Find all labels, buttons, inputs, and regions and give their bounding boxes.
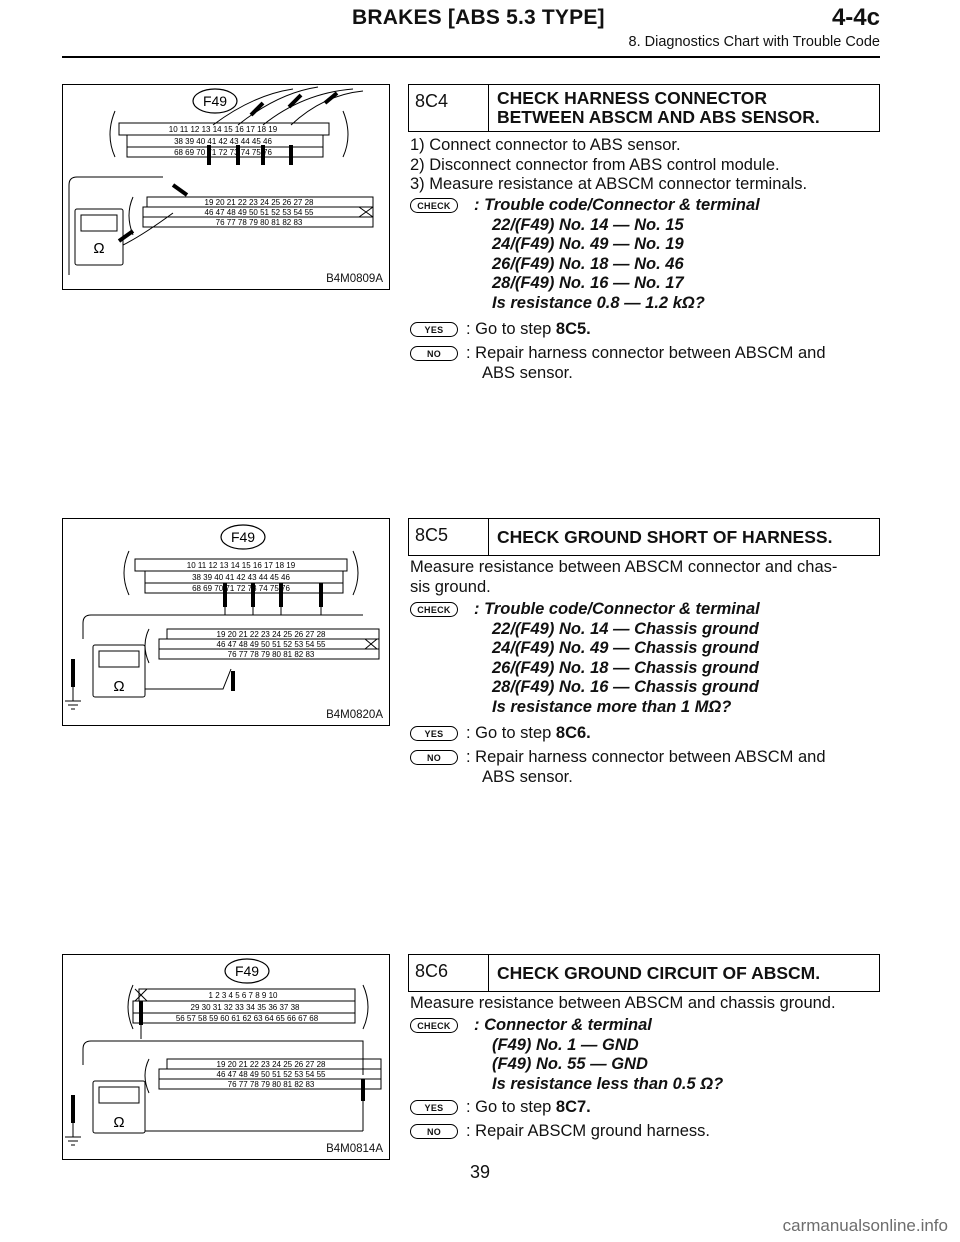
svg-text:76 77 78 79 80 81 82 83: 76 77 78 79 80 81 82 83 (227, 650, 315, 659)
svg-text:46 47 48 49 50 51 52 53 54 55: 46 47 48 49 50 51 52 53 54 55 (204, 208, 314, 217)
svg-text:29 30 31 32 33 34 35 36 37 38: 29 30 31 32 33 34 35 36 37 38 (190, 1003, 300, 1012)
check-icon: CHECK (410, 198, 458, 213)
no-text: : Repair harness connector between ABSCM and (466, 344, 826, 362)
connector-label: F49 (234, 963, 260, 979)
yes-text: : Go to step (466, 724, 556, 742)
header-rule (62, 56, 880, 58)
check-line: Is resistance more than 1 MΩ? (492, 697, 732, 716)
figure-id: B4M0814A (326, 1143, 383, 1155)
svg-text:Ω: Ω (113, 678, 125, 695)
step-body-8c4 (410, 136, 880, 195)
no-text-cont: ABS sensor. (482, 767, 573, 786)
figure-id: B4M0809A (326, 273, 383, 285)
body-line: 2) Disconnect connector from ABS control module. (410, 155, 780, 174)
svg-text:Ω: Ω (93, 240, 105, 257)
step-body-8c6 (410, 994, 880, 1014)
yes-row-8c6 (410, 1098, 880, 1118)
svg-text:38 39 40 41 42 43 44 45 46: 38 39 40 41 42 43 44 45 46 (192, 573, 290, 582)
svg-text:76 77 78 79 80 81 82 83: 76 77 78 79 80 81 82 83 (227, 1080, 315, 1089)
no-icon: NO (410, 1124, 458, 1139)
check-line: 24/(F49) No. 49 — Chassis ground (492, 639, 759, 657)
yes-icon: YES (410, 726, 458, 741)
check-line: : Connector & terminal (474, 1016, 652, 1034)
step-header-8c6 (408, 954, 880, 992)
next-step-link[interactable]: 8C7. (555, 1098, 591, 1116)
yes-text: : Go to step (466, 1098, 556, 1116)
figure-id: B4M0820A (326, 709, 383, 721)
connector-label: F49 (230, 529, 256, 545)
svg-text:10 11 12 13 14 15 16 17 18 19: 10 11 12 13 14 15 16 17 18 19 (168, 125, 278, 134)
check-line: (F49) No. 55 — GND (492, 1055, 648, 1073)
step-title-line-2: BETWEEN ABSCM AND ABS SENSOR. (497, 107, 820, 127)
check-block-8c5 (410, 600, 880, 720)
yes-icon: YES (410, 322, 458, 337)
svg-text:76 77 78 79 80 81 82 83: 76 77 78 79 80 81 82 83 (215, 218, 303, 227)
check-line: (F49) No. 1 — GND (492, 1035, 639, 1054)
no-text: : Repair harness connector between ABSCM and (466, 748, 826, 766)
check-line: 28/(F49) No. 16 — Chassis ground (492, 678, 759, 696)
section-code: 4-4c (831, 4, 880, 31)
svg-text:56 57 58 59 60 61 62 63 64 65: 56 57 58 59 60 61 62 63 64 65 66 67 68 (175, 1014, 319, 1023)
check-icon: CHECK (410, 602, 458, 617)
yes-row-8c4 (410, 320, 880, 340)
check-line: Is resistance less than 0.5 Ω? (492, 1074, 724, 1093)
yes-icon: YES (410, 1100, 458, 1115)
check-line: 22/(F49) No. 14 — No. 15 (492, 215, 684, 234)
page-number: 39 (469, 1162, 491, 1182)
step-header-8c5 (408, 518, 880, 556)
check-block-8c4 (410, 196, 880, 316)
connector-diagram-8c4 (63, 85, 389, 289)
step-title: CHECK GROUND SHORT OF HARNESS. (497, 526, 833, 547)
step-number: 8C4 (409, 85, 489, 131)
svg-text:19 20 21 22 23 24 25 26 27 28: 19 20 21 22 23 24 25 26 27 28 (216, 630, 326, 639)
svg-text:46 47 48 49 50 51 52 53 54 55: 46 47 48 49 50 51 52 53 54 55 (216, 1070, 326, 1079)
check-line: Is resistance 0.8 — 1.2 kΩ? (492, 293, 705, 312)
step-header-8c4 (408, 84, 880, 132)
svg-text:1 2 3 4 5 6 7 8 9 10: 1 2 3 4 5 6 7 8 9 10 (208, 991, 278, 1000)
figure-8c5 (62, 518, 390, 726)
svg-text:68 69 70 71 72 73 74 75 76: 68 69 70 71 72 73 74 75 76 (174, 148, 272, 157)
check-line: 22/(F49) No. 14 — Chassis ground (492, 619, 759, 638)
next-step-link[interactable]: 8C5. (555, 320, 591, 338)
check-icon: CHECK (410, 1018, 458, 1033)
watermark: carmanualsonline.info (782, 1216, 948, 1235)
svg-text:46 47 48 49 50 51 52 53 54 55: 46 47 48 49 50 51 52 53 54 55 (216, 640, 326, 649)
step-number: 8C6 (409, 955, 489, 991)
check-line: : Trouble code/Connector & terminal (474, 196, 760, 214)
section-title: BRAKES [ABS 5.3 TYPE] (352, 6, 605, 29)
body-line: sis ground. (410, 577, 491, 596)
step-title: CHECK GROUND CIRCUIT OF ABSCM. (497, 962, 821, 983)
body-line: 3) Measure resistance at ABSCM connector terminals. (410, 175, 808, 193)
body-line: 1) Connect connector to ABS sensor. (410, 136, 681, 154)
check-line: 28/(F49) No. 16 — No. 17 (492, 274, 684, 292)
no-row-8c4 (410, 344, 880, 384)
check-line: 24/(F49) No. 49 — No. 19 (492, 235, 684, 253)
step-title-line-1: CHECK HARNESS CONNECTOR (497, 88, 767, 108)
step-body-8c5 (410, 558, 880, 597)
svg-text:Ω: Ω (113, 1114, 125, 1131)
svg-text:10 11 12 13 14 15 16 17 18 19: 10 11 12 13 14 15 16 17 18 19 (186, 561, 296, 570)
yes-row-8c5 (410, 724, 880, 744)
no-text: : Repair ABSCM ground harness. (466, 1122, 710, 1140)
svg-text:19 20 21 22 23 24 25 26 27 28: 19 20 21 22 23 24 25 26 27 28 (216, 1060, 326, 1069)
check-line: : Trouble code/Connector & terminal (474, 600, 760, 618)
figure-8c6 (62, 954, 390, 1160)
check-block-8c6 (410, 1016, 880, 1096)
no-row-8c5 (410, 748, 880, 788)
next-step-link[interactable]: 8C6. (555, 724, 591, 742)
no-row-8c6 (410, 1122, 880, 1142)
no-icon: NO (410, 346, 458, 361)
svg-text:38 39 40 41 42 43 44 45 46: 38 39 40 41 42 43 44 45 46 (174, 137, 272, 146)
check-line: 26/(F49) No. 18 — No. 46 (492, 254, 684, 273)
no-icon: NO (410, 750, 458, 765)
connector-diagram-8c5 (63, 519, 389, 725)
step-number: 8C5 (409, 519, 489, 555)
check-line: 26/(F49) No. 18 — Chassis ground (492, 658, 759, 677)
svg-text:68 69 70 71 72 73 74 75 76: 68 69 70 71 72 73 74 75 76 (192, 584, 290, 593)
body-line: Measure resistance between ABSCM and chassis ground. (410, 994, 836, 1012)
figure-8c4 (62, 84, 390, 290)
body-line: Measure resistance between ABSCM connector and chas- (410, 558, 838, 576)
section-subtitle: 8. Diagnostics Chart with Trouble Code (628, 34, 880, 50)
step-title (489, 85, 879, 131)
svg-text:19 20 21 22 23 24 25 26 27 28: 19 20 21 22 23 24 25 26 27 28 (204, 198, 314, 207)
no-text-cont: ABS sensor. (482, 363, 573, 382)
connector-label: F49 (202, 93, 228, 109)
yes-text: : Go to step (466, 320, 556, 338)
connector-diagram-8c6 (63, 955, 389, 1159)
